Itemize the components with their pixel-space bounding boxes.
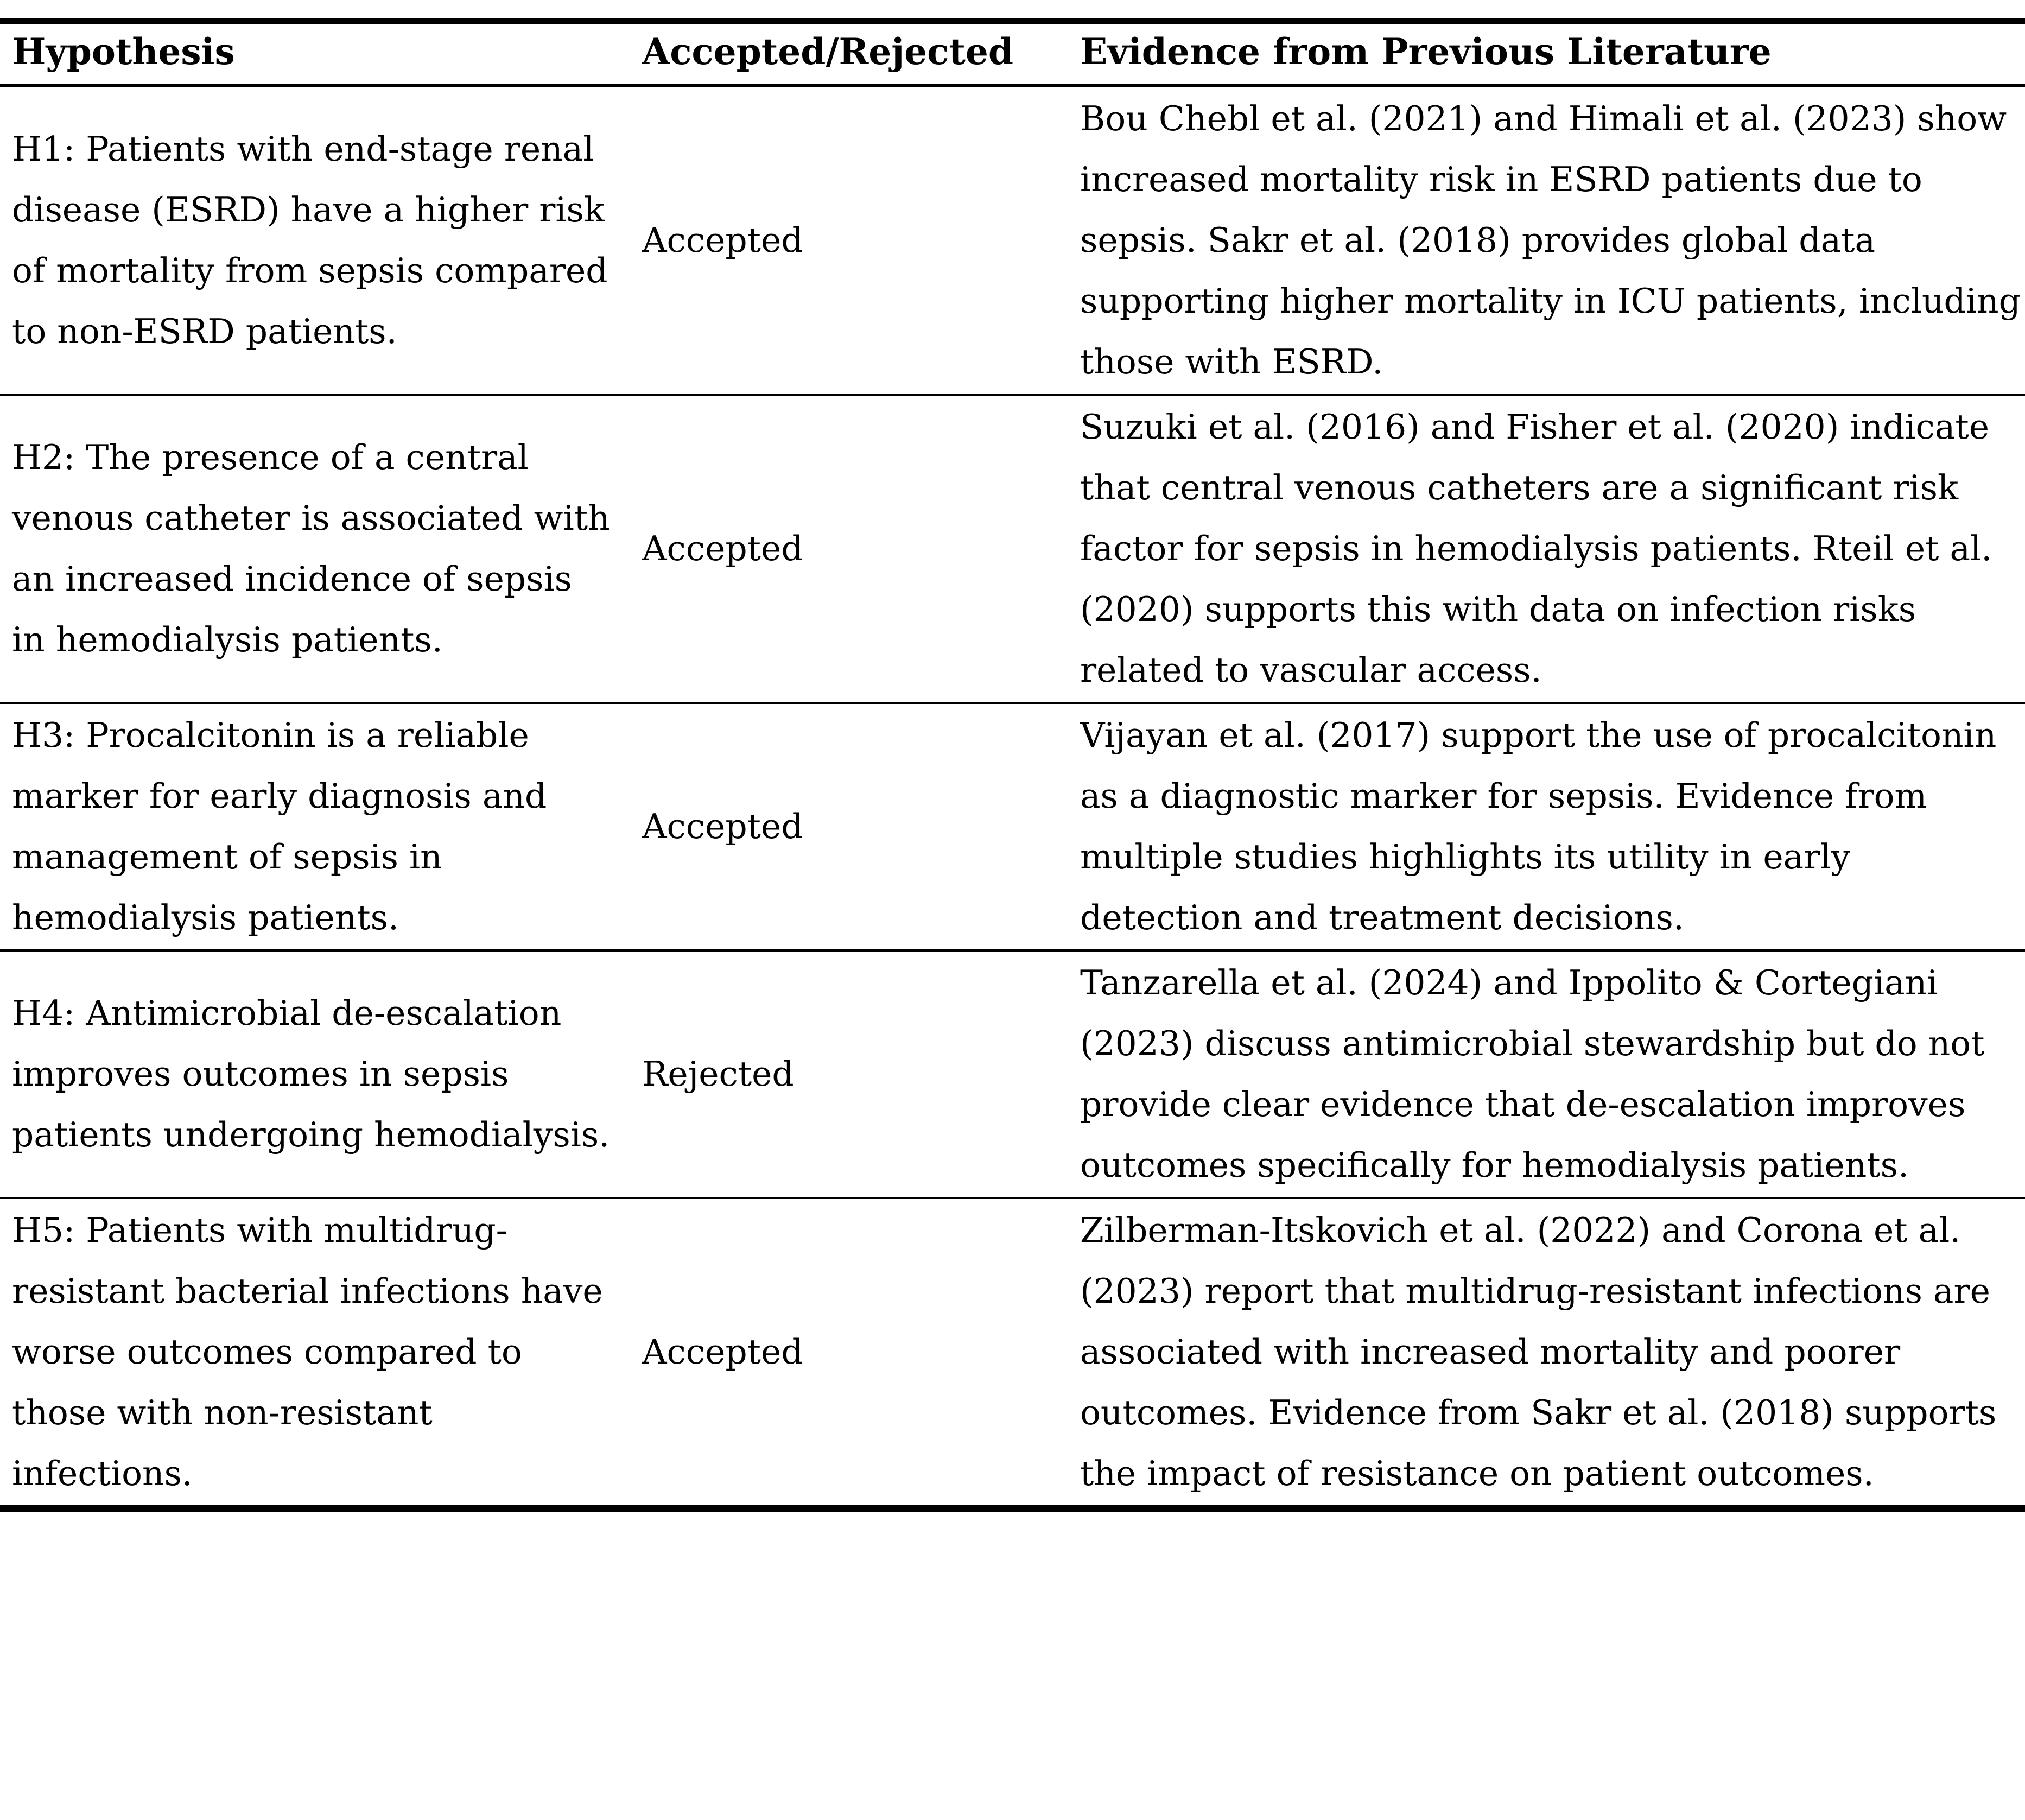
evidence-cell-h3: Vijayan et al. (2017) support the use of procalcitonin as a diagnostic marker for sepsis. Evidence from multiple studies highlights its utility in early detection and treatment decisions. <box>1069 703 2025 950</box>
column-header-accepted-rejected: Accepted/Rejected <box>630 21 1069 85</box>
evidence-cell-h5: Zilberman-Itskovich et al. (2022) and Corona et al. (2023) report that multidrug-resistant infections are associated with increased mortality and poorer outcomes. Evidence from Sakr et al. (2018) supports the impact of resistance on patient outcomes. <box>1069 1198 2025 1508</box>
decision-cell-h3: Accepted <box>630 703 1069 950</box>
hypothesis-cell-h5: H5: Patients with multidrug-resistant bacterial infections have worse outcomes compared to those with non-resistant infections. <box>0 1198 630 1508</box>
column-header-evidence: Evidence from Previous Literature <box>1069 21 2025 85</box>
hypothesis-results-table <box>0 18 2025 1512</box>
decision-cell-h1: Accepted <box>642 220 803 260</box>
header-row <box>0 21 2025 85</box>
evidence-cell-h1: Bou Chebl et al. (2021) and Himali et al. (2023) show increased mortality risk in ESRD patients due to sepsis. Sakr et al. (2018) provides global data supporting higher mortality in ICU patients, including those with ESRD. <box>1080 98 2021 382</box>
table-body <box>0 85 2025 1508</box>
table-row-h2 <box>0 395 2025 703</box>
hypothesis-cell-h4: H4: Antimicrobial de-escalation improves outcomes in sepsis patients undergoing hemodialysis. <box>0 950 630 1198</box>
table-row-h3 <box>0 703 2025 950</box>
decision-cell-h4: Rejected <box>630 950 1069 1198</box>
table-row-h1 <box>0 85 2025 395</box>
table-row-h4 <box>0 950 2025 1198</box>
decision-cell-h5: Accepted <box>630 1198 1069 1508</box>
evidence-cell-h2: Suzuki et al. (2016) and Fisher et al. (2020) indicate that central venous catheters are a significant risk factor for sepsis in hemodialysis patients. Rteil et al. (2020) supports this with data on infection risks related to vascular access. <box>1069 395 2025 703</box>
column-header-hypothesis: Hypothesis <box>0 21 630 85</box>
hypothesis-cell-h3: H3: Procalcitonin is a reliable marker for early diagnosis and management of sepsis in hemodialysis patients. <box>0 703 630 950</box>
hypothesis-cell-h2: H2: The presence of a central venous catheter is associated with an increased incidence of sepsis in hemodialysis patients. <box>0 395 630 703</box>
table-row-h5 <box>0 1198 2025 1508</box>
hypothesis-cell-h1: H1: Patients with end-stage renal disease (ESRD) have a higher risk of mortality from sepsis compared to non-ESRD patients. <box>12 129 608 351</box>
table-header <box>0 21 2025 85</box>
evidence-cell-h4: Tanzarella et al. (2024) and Ippolito & Cortegiani (2023) discuss antimicrobial stewardship but do not provide clear evidence that de-escalation improves outcomes specifically for hemodialysis patients. <box>1069 950 2025 1198</box>
decision-cell-h2: Accepted <box>630 395 1069 703</box>
